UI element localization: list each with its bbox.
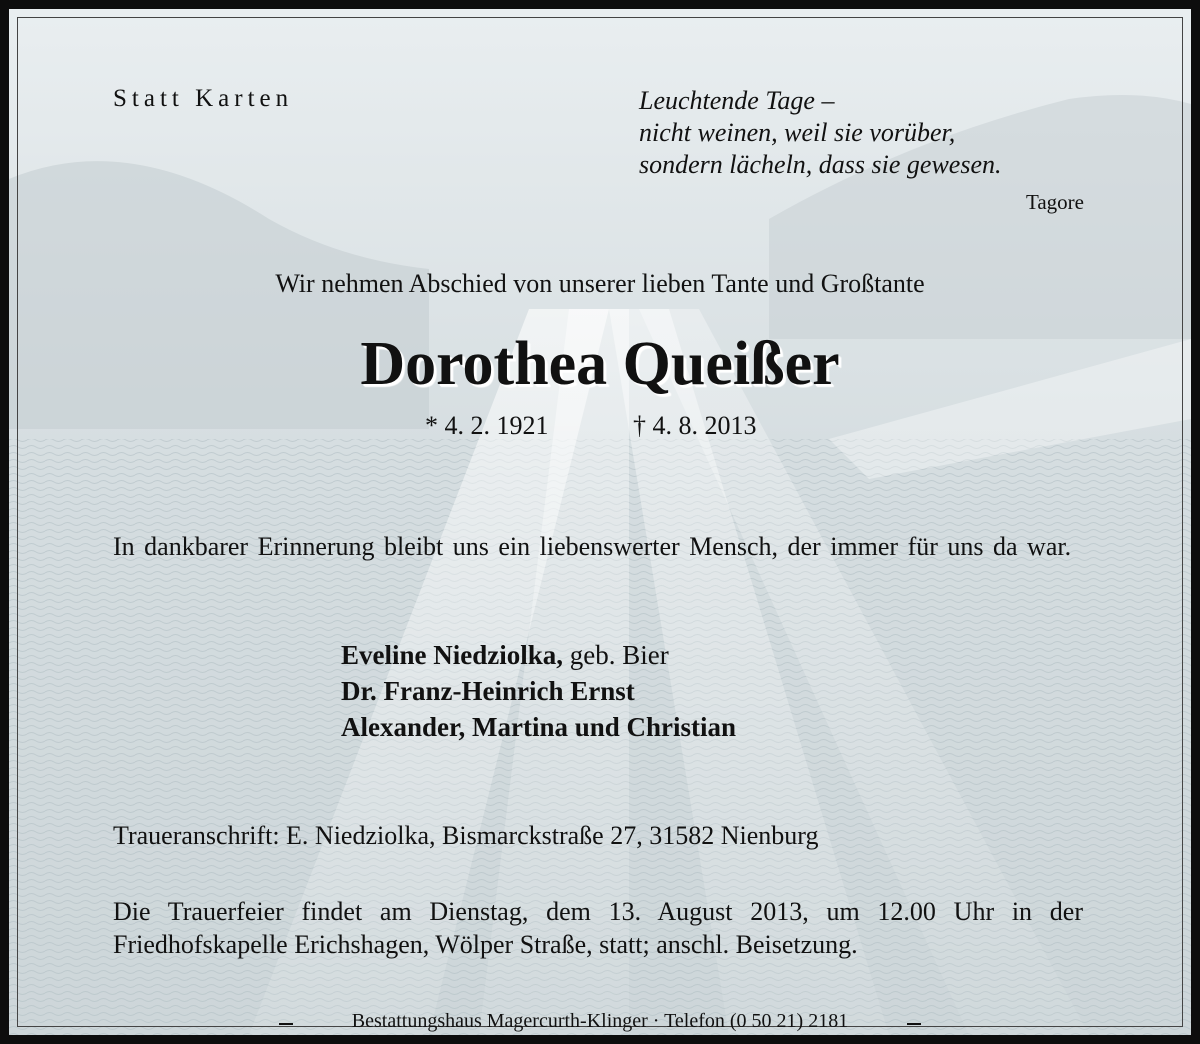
- inner-frame-line: [17, 17, 1183, 1027]
- quote-author: Tagore: [1026, 190, 1084, 214]
- mourner-entry: [341, 709, 736, 745]
- mourning-address: Traueranschrift: E. Niedziolka, Bismarckstraße 27, 31582 Nienburg: [113, 821, 819, 850]
- ceremony-text: Die Trauerfeier findet am Dienstag, dem 13. August 2013, um 12.00 Uhr in der Friedhofskapelle Erichshagen, Wölper Straße, statt; anschl. Beisetzung.: [113, 897, 1083, 959]
- birth-date: * 4. 2. 1921: [425, 411, 549, 440]
- intro-line: Wir nehmen Abschied von unserer lieben Tante und Großtante: [275, 269, 925, 298]
- mourners-list: [341, 637, 736, 745]
- statt-karten-label: Statt Karten: [113, 85, 294, 112]
- quote-line: Leuchtende Tage –: [639, 86, 835, 115]
- mourner-entry: [341, 637, 736, 673]
- remembrance-text: In dankbarer Erinnerung bleibt uns ein liebenswerter Mensch, der immer für uns da war.: [113, 532, 1072, 561]
- quote-line: sondern lächeln, dass sie gewesen.: [639, 150, 1002, 179]
- mourner-name: Dr. Franz-Heinrich Ernst: [341, 676, 635, 706]
- mourner-name: Alexander, Martina und Christian: [341, 712, 737, 742]
- quote-line: nicht weinen, weil sie vorüber,: [639, 118, 956, 147]
- death-date: † 4. 8. 2013: [633, 411, 757, 440]
- deceased-name: Dorothea Queißer: [360, 330, 840, 398]
- funeral-home-footer: Bestattungshaus Magercurth-Klinger · Telefon (0 50 21) 2181: [351, 1010, 849, 1032]
- mourner-name: Eveline Niedziolka,: [341, 640, 563, 670]
- quote: [639, 85, 1002, 181]
- mourner-entry: [341, 673, 736, 709]
- mourner-suffix: geb. Bier: [563, 640, 669, 670]
